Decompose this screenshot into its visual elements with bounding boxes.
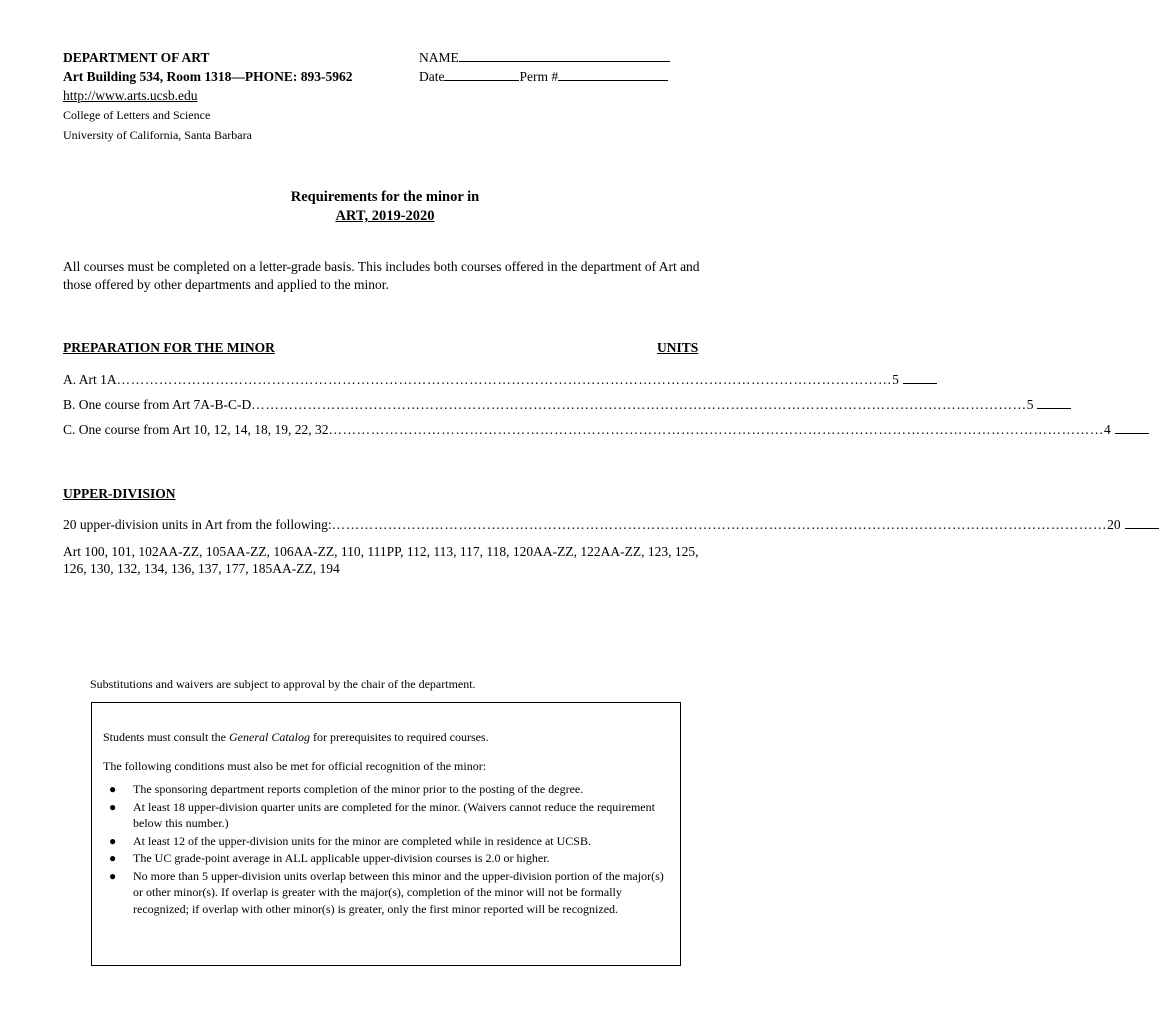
requirement-units: 4 [1103,422,1111,437]
condition-text: At least 18 upper-division quarter units are completed for the minor. (Waivers cannot reduce the requirement below this number.) [133,799,655,830]
conditions-box [91,702,681,966]
course-list: Art 100, 101, 102AA-ZZ, 105AA-ZZ, 106AA-ZZ, 110, 111PP, 112, 113, 117, 118, 120AA-ZZ, 122AA-ZZ, 123, 125, 126, 130, 132, 134, 136, 137, 177, 185AA-ZZ, 194 [63,544,699,576]
department-address: Art Building 534, Room 1318—PHONE: 893-5962 [63,69,353,84]
list-item [103,781,668,798]
department-name: DEPARTMENT OF ART [63,50,210,65]
requirement-units: 20 [1107,517,1121,532]
perm-blank[interactable] [558,67,668,81]
bullet-icon: ● [109,782,117,796]
general-catalog-title: General Catalog [229,730,310,744]
department-header [63,48,353,145]
consult-text-start: Students must consult the [103,730,229,744]
units-blank[interactable] [903,383,937,384]
dot-leader: ………………………………………………………………………………………………………………………………………………… [251,397,1027,412]
bullet-icon: ● [109,833,117,848]
dot-leader: ………………………………………………………………………………………………………………………………………………… [328,422,1104,437]
college-name: College of Letters and Science [63,108,211,122]
requirement-label: C. One course from Art 10, 12, 14, 18, 19, 22, 32 [63,422,329,437]
student-info-fields [419,48,670,86]
substitutions-note: Substitutions and waivers are subject to approval by the chair of the department. [90,677,476,691]
units-blank[interactable] [1125,528,1159,529]
perm-label: Perm # [519,69,559,84]
university-name: University of California, Santa Barbara [63,128,252,142]
bullet-icon: ● [109,851,117,865]
conditions-intro: The following conditions must also be met for official recognition of the minor: [103,759,487,773]
condition-text: At least 12 of the upper-division units for the minor are completed while in residence at UCSB. [133,833,591,848]
name-label: NAME [419,50,459,65]
department-url[interactable]: http://www.arts.ucsb.edu [63,88,198,103]
page-title [0,188,770,226]
title-line-1: Requirements for the minor in [290,189,480,205]
date-blank[interactable] [444,67,519,81]
units-heading: UNITS [657,340,699,355]
condition-text: The sponsoring department reports completion of the minor prior to the posting of the degree. [133,782,584,796]
upper-division-heading: UPPER-DIVISION [63,486,176,501]
requirement-row [63,422,1111,438]
requirement-units: 5 [1026,397,1034,412]
name-blank[interactable] [459,48,670,62]
list-item [103,868,668,918]
consult-catalog-text [103,730,489,745]
conditions-list [103,781,668,918]
intro-paragraph: All courses must be completed on a letter-grade basis. This includes both courses offered in the department of Art and those offered by other departments and applied to the minor. [63,259,700,292]
list-item [103,850,668,867]
date-perm-row [419,67,670,86]
title-line-2: ART, 2019-2020 [335,208,435,224]
requirement-label: A. Art 1A [63,372,117,387]
requirement-label: B. One course from Art 7A-B-C-D [63,397,252,412]
requirement-row [63,517,1121,533]
requirement-row [63,372,899,388]
list-item [103,799,668,832]
dot-leader: ………………………………………………………………………………………………………………………………………………… [116,372,893,387]
preparation-heading: PREPARATION FOR THE MINOR [63,340,275,355]
bullet-icon: ● [109,799,117,814]
consult-text-end: for prerequisites to required courses. [310,730,489,744]
condition-text: No more than 5 upper-division units overlap between this minor and the upper-division portion of the major(s) or other minor(s). If overlap is greater with the major(s), completion of the minor will not be formally recognized; if overlap with other minor(s) is greater, only the first minor reported will be recognized. [133,868,664,916]
list-item [103,833,668,850]
requirement-label: 20 upper-division units in Art from the following: [63,517,332,532]
name-field-row [419,48,670,67]
units-blank[interactable] [1115,433,1149,434]
bullet-icon: ● [109,868,117,883]
date-label: Date [419,69,445,84]
requirement-units: 5 [892,372,899,387]
requirement-row [63,397,1034,413]
units-blank[interactable] [1037,408,1071,409]
condition-text: The UC grade-point average in ALL applicable upper-division courses is 2.0 or higher. [133,851,550,865]
dot-leader: ………………………………………………………………………………………………………………………………………………… [331,517,1108,532]
